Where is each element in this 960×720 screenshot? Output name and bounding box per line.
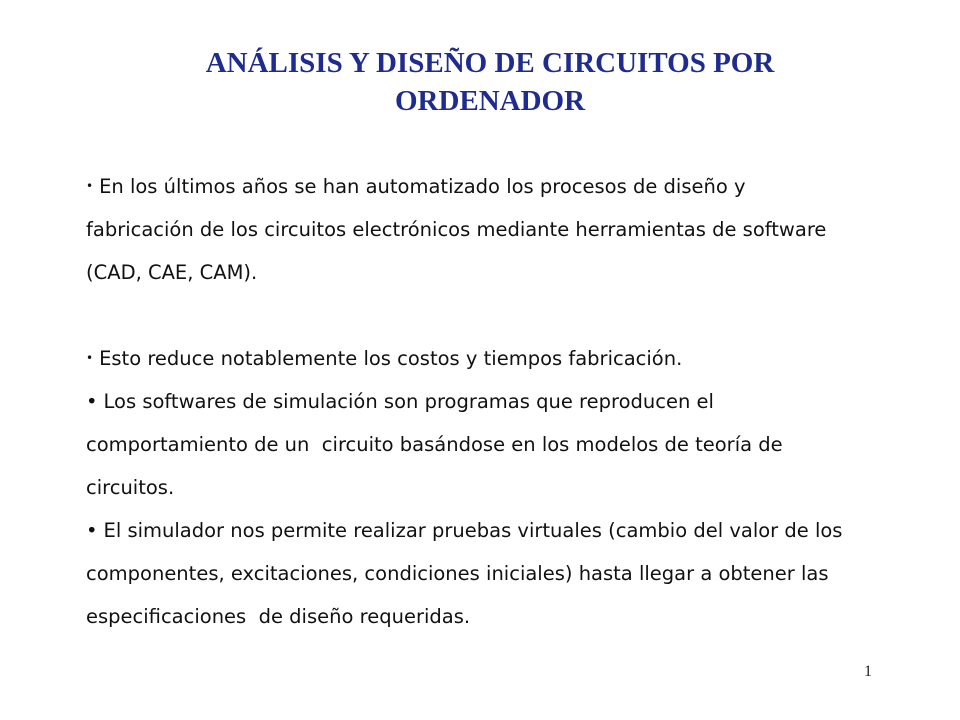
paragraph-1-line-2: fabricación de los circuitos electrónicos mediante herramientas de software	[86, 218, 827, 241]
bullet-paragraph-3	[86, 380, 916, 509]
bullet-paragraph-4	[86, 509, 916, 638]
bullet-icon: •	[86, 179, 94, 193]
paragraph-2-line-1: • Esto reduce notablemente los costos y tiempos fabricación.	[86, 347, 683, 370]
paragraph-3-line-3: circuitos.	[86, 476, 175, 499]
paragraph-3-line-1: • Los softwares de simulación son programas que reproducen el	[86, 390, 714, 413]
paragraph-4-line-2: componentes, excitaciones, condiciones iniciales) hasta llegar a obtener las	[86, 562, 829, 585]
bullet-icon: •	[86, 390, 98, 413]
page-number: 1	[864, 663, 872, 680]
paragraph-1-line-1: • En los últimos años se han automatizado los procesos de diseño y	[86, 175, 746, 198]
bullet-paragraph-1	[86, 165, 916, 294]
bullet-paragraph-2	[86, 337, 916, 380]
paragraph-4-line-1: • El simulador nos permite realizar pruebas virtuales (cambio del valor de los	[86, 519, 843, 542]
paragraph-gap	[86, 294, 916, 337]
paragraph-4-line-3: especificaciones de diseño requeridas.	[86, 605, 471, 628]
slide-title: ANÁLISIS Y DISEÑO DE CIRCUITOS POR ORDENADOR	[205, 47, 775, 117]
bullet-icon: •	[86, 519, 98, 542]
paragraph-3-line-2: comportamiento de un circuito basándose en los modelos de teoría de	[86, 433, 783, 456]
bullet-icon: •	[86, 351, 94, 365]
slide-body	[86, 165, 916, 638]
paragraph-1-line-3: (CAD, CAE, CAM).	[86, 261, 258, 284]
